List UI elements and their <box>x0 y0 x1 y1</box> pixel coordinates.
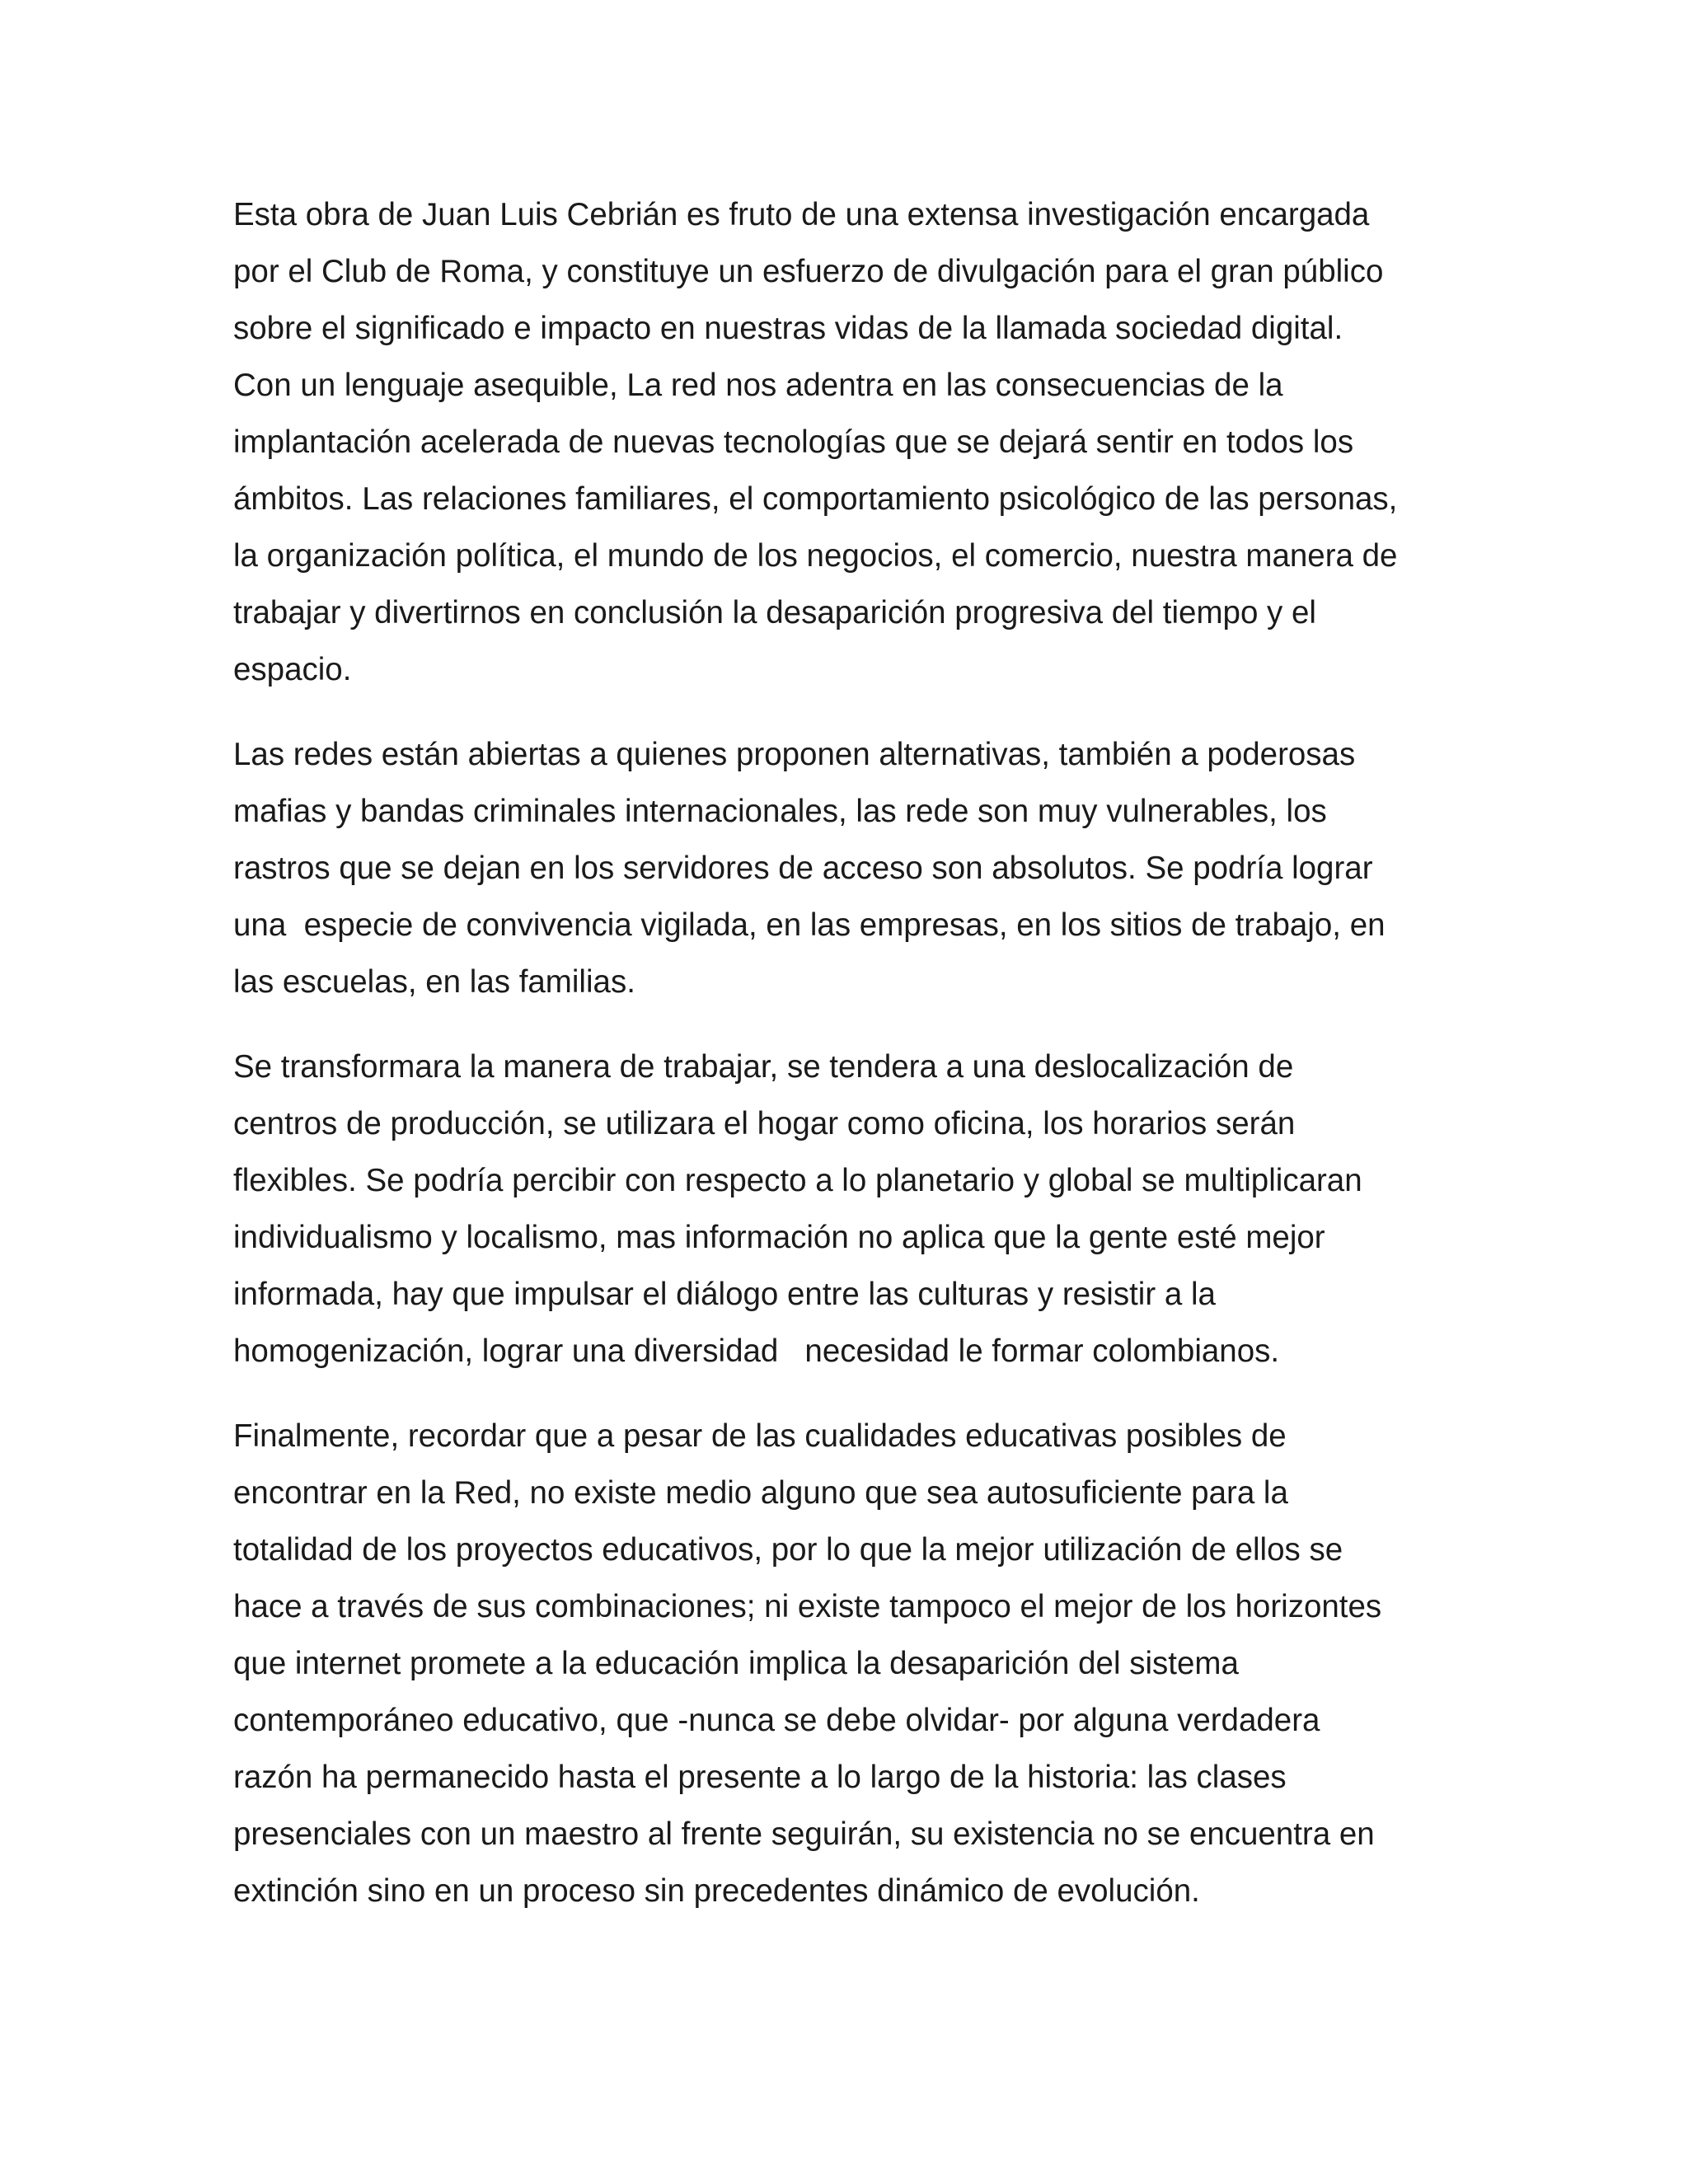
paragraph-3: Se transformara la manera de trabajar, se tendera a una deslocalización de centros de producción, se utilizara el hogar como oficina, los horarios serán flexibles. Se podría percibir con respecto a lo planetario y global se multiplicaran individualismo y localismo, mas información no aplica que la gente esté mejor informada, hay que impulsar el diálogo entre las culturas y resistir a la homogenización, lograr una diversidad necesidad le formar colombianos. <box>233 1049 1362 1369</box>
paragraph-1: Esta obra de Juan Luis Cebrián es fruto de una extensa investigación encargada por el Club de Roma, y constituye un esfuerzo de divulgación para el gran público sobre el significado e impacto en nuestras vidas de la llamada sociedad digital. Con un lenguaje asequible, La red nos adentra en las consecuencias de la implantación acelerada de nuevas tecnologías que se dejará sentir en todos los ámbitos. Las relaciones familiares, el comportamiento psicológico de las personas, la organización política, el mundo de los negocios, el comercio, nuestra manera de trabajar y divertirnos en conclusión la desaparición progresiva del tiempo y el espacio. <box>233 197 1398 687</box>
document-body <box>233 186 1453 1919</box>
paragraph-4: Finalmente, recordar que a pesar de las cualidades educativas posibles de encontrar en la Red, no existe medio alguno que sea autosuficiente para la totalidad de los proyectos educativos, por lo que la mejor utilización de ellos se hace a través de sus combinaciones; ni existe tampoco el mejor de los horizontes que internet promete a la educación implica la desaparición del sistema contemporáneo educativo, que -nunca se debe olvidar- por alguna verdadera razón ha permanecido hasta el presente a lo largo de la historia: las clases presenciales con un maestro al frente seguirán, su existencia no se encuentra en extinción sino en un proceso sin precedentes dinámico de evolución. <box>233 1418 1382 1909</box>
paragraph-2: Las redes están abiertas a quienes proponen alternativas, también a poderosas mafias y bandas criminales internacionales, las rede son muy vulnerables, los rastros que se dejan en los servidores de acceso son absolutos. Se podría lograr una especie de convivencia vigilada, en las empresas, en los sitios de trabajo, en las escuelas, en las familias. <box>233 737 1386 1000</box>
